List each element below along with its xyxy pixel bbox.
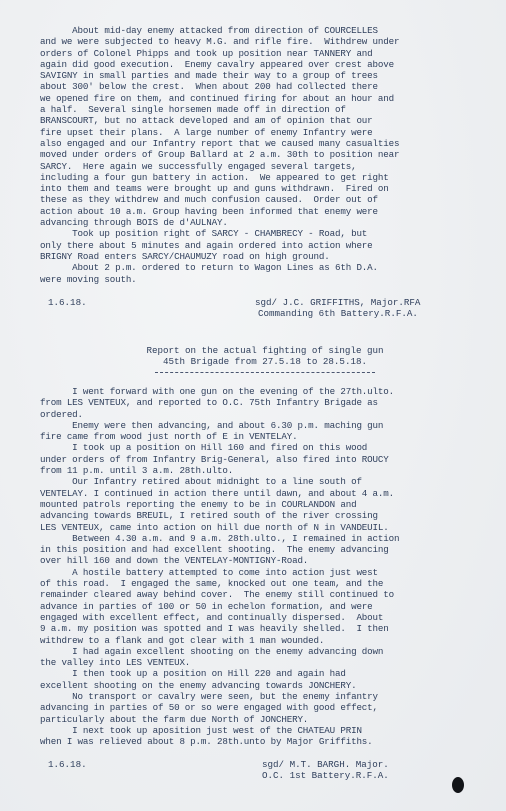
report-line: I next took up aposition just west of the CHATEAU PRIN (40, 724, 362, 736)
report-line: when I was relieved about 8 p.m. 28th.unto by Major Griffiths. (40, 736, 373, 748)
report-title-line-1: Report on the actual fighting of single gun (146, 345, 384, 356)
section-1-line: were moving south. (40, 273, 137, 285)
report-line: A hostile battery attempted to come into action just west (40, 566, 378, 578)
section-1-line: also engaged and our Infantry report that we caused many casualties (40, 137, 400, 149)
section-1-line: BRANSCOURT, but no attack developed and am of opinion that our (40, 115, 373, 127)
section-1-line: we opened fire on them, and continued firing for about an hour and (40, 92, 394, 104)
report-line: I then took up a position on Hill 220 and again had (40, 668, 346, 680)
signature-1-rank: Commanding 6th Battery.R.F.A. (258, 308, 418, 320)
section-1-line: about 300' below the crest. When about 200 had collected there (40, 81, 378, 93)
signature-1-name: sgd/ J.C. GRIFFITHS, Major.RFA (255, 297, 421, 308)
report-line: Our Infantry retired about midnight to a line south of (40, 476, 362, 488)
report-line: I took up a position on Hill 160 and fired on this wood (40, 442, 368, 454)
section-1-line: SAVIGNY in small parties and made their way to a group of trees (40, 70, 378, 82)
report-line: No transport or cavalry were seen, but the enemy infantry (40, 691, 378, 703)
report-body (40, 386, 490, 748)
section-1-line: advancing through BOIS de d'AULNAY. (40, 217, 228, 229)
report-line: particularly about the farm due North of JONCHERY. (40, 713, 309, 725)
section-1-line: moved under orders of Group Ballard at 2 a.m. 30th to position near (40, 149, 400, 161)
section-1-line: About 2 p.m. ordered to return to Wagon Lines as 6th D.A. (40, 262, 378, 274)
report-heading (40, 345, 490, 368)
section-1-line: action about 10 a.m. Group having been informed that enemy were (40, 205, 378, 217)
section-1-line: SARCY. Here again we successfully engaged several targets, (40, 160, 357, 172)
report-line: LES VENTEUX, came into action on hill due north of N in VANDEUIL. (40, 521, 389, 533)
section-1-line: only there about 5 minutes and again ordered into action where (40, 239, 373, 251)
section-1-line: About mid-day enemy attacked from direction of COURCELLES (40, 25, 378, 36)
section-1-line: orders of Colonel Phipps and took up position near TANNERY and (40, 47, 373, 59)
section-1-line: these as they withdrew and much confusion caused. Order out of (40, 194, 378, 206)
report-line: withdrew to a flank and got clear with 1 man wounded. (40, 634, 325, 646)
report-line: in this position and had excellent shooting. The enemy advancing (40, 544, 389, 556)
signature-2-date: 1.6.18. (48, 759, 87, 770)
signature-2-rank: O.C. 1st Battery.R.F.A. (262, 770, 389, 782)
report-line: mounted patrols reporting the enemy to be in COURLANDON and (40, 498, 357, 510)
section-1-line: a half. Several single horsemen made off in direction of (40, 104, 346, 116)
report-line: from 11 p.m. until 3 a.m. 28th.ulto. (40, 465, 234, 477)
section-1-line: fire upset their plans. A large number of enemy Infantry were (40, 126, 373, 138)
signature-2-name: sgd/ M.T. BARGH. Major. (262, 759, 389, 770)
section-1-line: again did good execution. Enemy cavalry appeared over crest above (40, 58, 394, 70)
report-line: I had again excellent shooting on the enemy advancing down (40, 645, 384, 657)
report-line: fire came from wood just north of E in VENTELAY. (40, 431, 298, 443)
report-line: remainder cleared away behind cover. The enemy still continued to (40, 589, 394, 601)
report-line: excellent shooting on the enemy advancing towards JONCHERY. (40, 679, 357, 691)
report-title-line-2: 45th Brigade from 27.5.18 to 28.5.18. (163, 356, 367, 368)
report-line: over hill 160 and down the VENTELAY-MONTIGNY-Road. (40, 555, 309, 567)
report-line: advancing towards BREUIL, I retired south of the river crossing (40, 510, 378, 522)
report-line: the valley into LES VENTEUX. (40, 657, 191, 669)
report-line: Between 4.30 a.m. and 9 a.m. 28th.ulto., I remained in action (40, 532, 400, 544)
report-line: advancing in parties of 50 or so were engaged with good effect, (40, 702, 378, 714)
report-line: advance in parties of 100 or 50 in echelon formation, and were (40, 600, 373, 612)
section-1-line: BRIGNY Road enters SARCY/CHAUMUZY road on high ground. (40, 250, 330, 262)
ink-blot (452, 777, 464, 793)
report-line: of this road. I engaged the same, knocked out one team, and the (40, 578, 384, 590)
section-1-line: including a four gun battery in action. We appeared to get right (40, 171, 389, 183)
report-line: ordered. (40, 408, 83, 420)
section-1-line: Took up position right of SARCY - CHAMBRECY - Road, but (40, 228, 368, 240)
report-line: 9 a.m. my position was spotted and I was heavily shelled. I then (40, 623, 389, 635)
section-1-line: and we were subjected to heavy M.G. and rifle fire. Withdrew under (40, 36, 400, 48)
section-1-line: into them and teams were brought up and guns withdrawn. Fired on (40, 183, 389, 195)
signature-1-date: 1.6.18. (48, 297, 87, 308)
report-line: engaged with excellent effect, and continually dispersed. About (40, 611, 384, 623)
report-line: Enemy were then advancing, and about 6.30 p.m. maching gun (40, 419, 384, 431)
report-line: I went forward with one gun on the evening of the 27th.ulto. (40, 386, 394, 397)
report-line: VENTELAY. I continued in action there until dawn, and about 4 a.m. (40, 487, 394, 499)
heading-underline (155, 372, 375, 373)
report-line: under orders of from Infantry Brig-General, also fired into ROUCY (40, 453, 389, 465)
section-1-body (40, 25, 490, 285)
report-line: from LES VENTEUX, and reported to O.C. 75th Infantry Brigade as (40, 397, 378, 409)
